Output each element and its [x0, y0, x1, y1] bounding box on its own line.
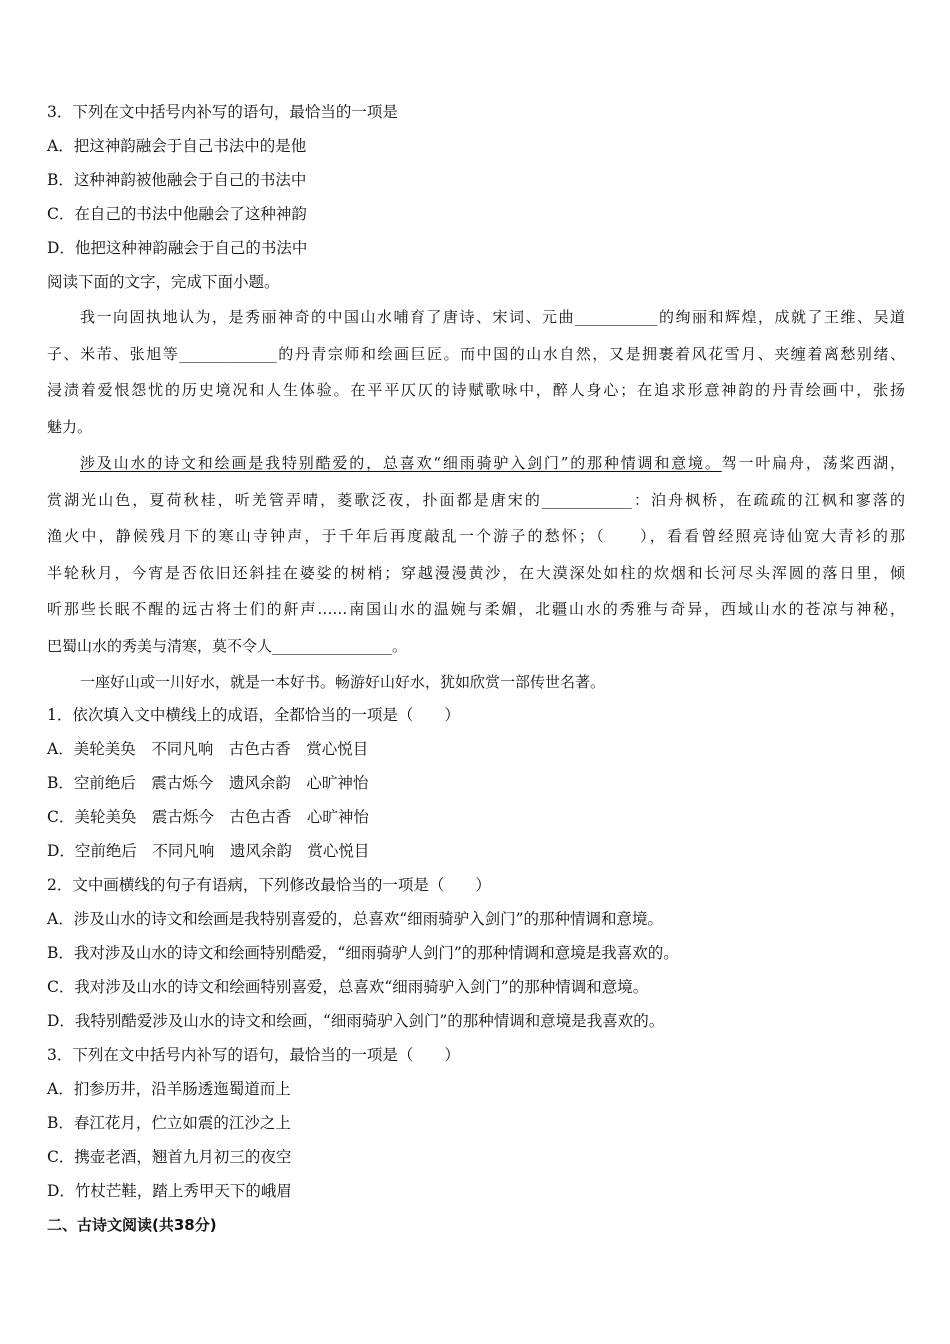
option-b: B．我对涉及山水的诗文和绘画特别酷爱，“细雨骑驴人剑门”的那种情调和意境是我喜欢的。 [47, 943, 679, 962]
option-c: C．我对涉及山水的诗文和绘画特别喜爱，总喜欢“细雨骑驴入剑门”的那种情调和意境。 [47, 977, 649, 996]
passage-paragraph-2 [47, 445, 905, 664]
question-2 [47, 868, 905, 1038]
option-c: C．在自己的书法中他融会了这种神韵 [47, 205, 307, 223]
option-b: B．空前绝后 震古烁今 遗风余韵 心旷神怡 [47, 773, 369, 792]
passage-line: 我一向固执地认为，是秀丽神奇的中国山水哺育了唐诗、宋词、元曲___________的绚丽和辉煌，成就了王维、吴道 [80, 308, 905, 326]
section-heading: 二、古诗文阅读(共38分) [47, 1215, 217, 1234]
option-d: D．空前绝后 不同凡响 遗风余韵 赏心悦目 [47, 841, 370, 860]
passage-line: 赏湖光山色，夏荷秋桂，听羌管弄晴，菱歌泛夜，扑面都是唐宋的____________：泊舟枫桥，在疏疏的江枫和寥落的 [47, 490, 905, 509]
option-d: D．我特别酷爱涉及山水的诗文和绘画，“细雨骑驴入剑门”的那种情调和意境是我喜欢的。 [47, 1011, 665, 1030]
passage-line: 一座好山或一川好水，就是一本好书。畅游好山好水，犹如欣赏一部传世名著。 [80, 673, 606, 691]
question-stem: 1．依次填入文中横线上的成语，全都恰当的一项是（ ） [47, 705, 460, 724]
option-d: D．他把这种神韵融会于自己的书法中 [47, 239, 308, 257]
previous-question [47, 95, 905, 265]
question-3 [47, 1038, 905, 1208]
passage-line: 巴蜀山水的秀美与清寒，莫不令人________________。 [47, 636, 408, 655]
option-c: C．携壶老酒，翘首九月初三的夜空 [47, 1147, 292, 1166]
option-a: A．美轮美奂 不同凡响 古色古香 赏心悦目 [47, 739, 369, 758]
option-a: A．把这神韵融会于自己书法中的是他 [47, 137, 307, 155]
option-b: B．这种神韵被他融会于自己的书法中 [47, 171, 307, 189]
underlined-sentence: 涉及山水的诗文和绘画是我特别酷爱的，总喜欢“细雨骑驴入剑门”的那种情调和意境。 [80, 454, 722, 472]
question-1 [47, 698, 905, 868]
option-d: D．竹杖芒鞋，踏上秀甲天下的峨眉 [47, 1181, 292, 1200]
option-a: A．扪参历井，沿羊肠透迤蜀道而上 [47, 1079, 291, 1098]
option-b: B．春江花月，伫立如震的江沙之上 [47, 1113, 291, 1132]
passage-line: 半轮秋月，今宵是否依旧还斜挂在婆娑的树梢；穿越漫漫黄沙，在大漠深处如柱的炊烟和长河尽头浑圆的落日里，倾 [47, 563, 905, 582]
passage-paragraph-3 [47, 664, 905, 701]
option-c: C．美轮美奂 震古烁今 古色古香 心旷神怡 [47, 807, 369, 826]
passage-line: 魅力。 [47, 417, 93, 436]
option-a: A．涉及山水的诗文和绘画是我特别喜爱的，总喜欢“细雨骑驴入剑门”的那种情调和意境。 [47, 909, 664, 928]
question-stem: 3．下列在文中括号内补写的语句，最恰当的一项是（ ） [47, 1045, 460, 1064]
passage-line: 渔火中，静候残月下的寒山寺钟声，于千年后再度敲乱一个游子的愁怀；（ ），看看曾经照亮诗仙宽大青衫的那 [47, 527, 905, 545]
passage-line: 浸渍着爱恨怨忧的历史境况和人生体验。在平平仄仄的诗赋歌咏中，醉人身心；在追求形意神韵的丹青绘画中，张扬 [47, 381, 905, 399]
question-stem: 2．文中画横线的句子有语病，下列修改最恰当的一项是（ ） [47, 875, 491, 894]
reading-instruction: 阅读下面的文字，完成下面小题。 [47, 273, 280, 291]
passage-paragraph-1 [47, 299, 905, 445]
passage-line [47, 445, 905, 482]
question-list [47, 698, 905, 1242]
exam-page [47, 95, 905, 1242]
passage-line: 子、米芾、张旭等_____________的丹青宗师和绘画巨匠。而中国的山水自然，又是拥裹着风花雪月、夹缠着离愁别绪、 [47, 344, 905, 363]
passage-line: 听那些长眠不醒的远古将士们的鼾声……南国山水的温婉与柔媚，北疆山水的秀雅与奇异，西域山水的苍凉与神秘， [47, 600, 905, 618]
passage-text: 驾一叶扁舟，荡桨西湖， [721, 454, 905, 472]
reading-passage [47, 299, 905, 701]
question-stem: 3．下列在文中括号内补写的语句，最恰当的一项是 [47, 103, 398, 121]
